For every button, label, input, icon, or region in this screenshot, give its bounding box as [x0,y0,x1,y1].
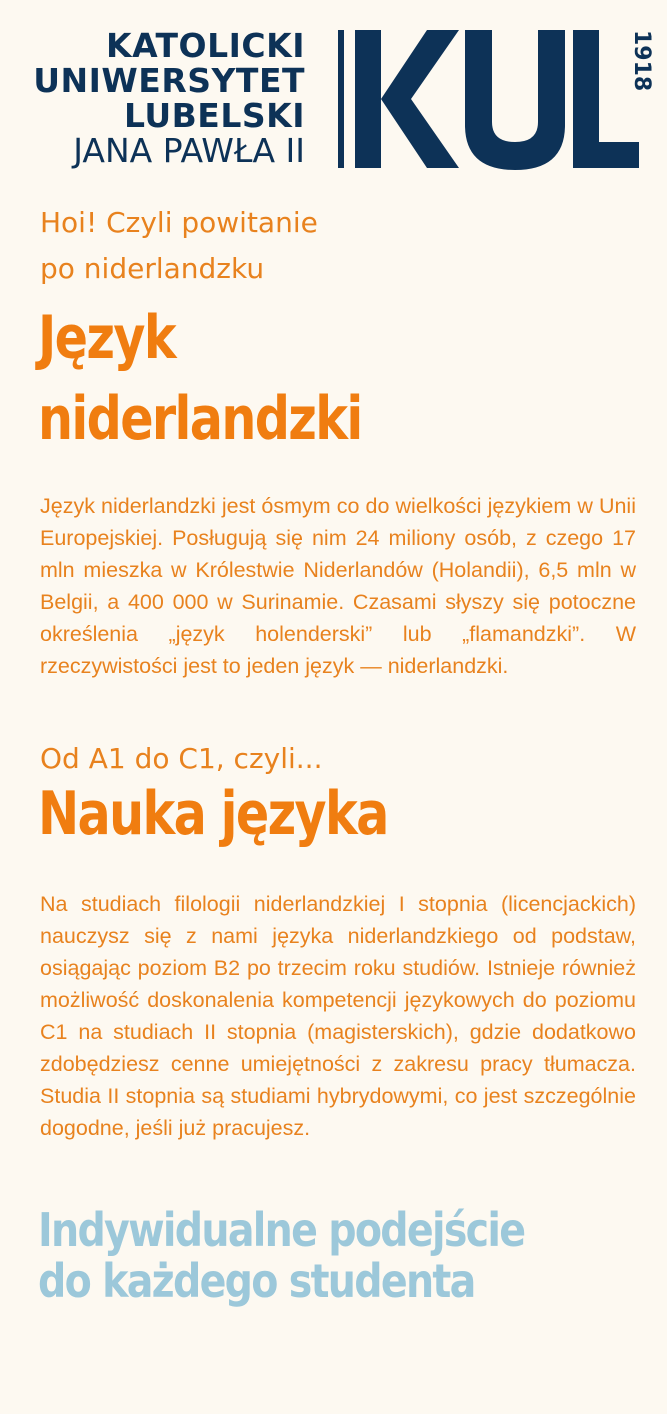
logo-line-jana-pawla: JANA PAWŁA II [73,131,305,170]
logo-line-lubelski: LUBELSKI [124,96,305,135]
kul-mark-graphic [355,30,654,170]
logo-line-katolicki: KATOLICKI [106,26,305,65]
logo-divider [338,30,344,168]
section1-kicker-line2: po niderlandzku [40,252,265,285]
logo-line-uniwersytet: UNIWERSYTET [33,61,305,100]
section1-title-line1: Język [38,303,175,373]
section2-title: Nauka języka [38,779,388,849]
section2-kicker: Od A1 do C1, czyli... [40,742,323,775]
section1-body: Język niderlandzki jest ósmym co do wielkości językiem w Unii Europejskiej. Posługują się nim 24 miliony osób, z czego 17 mln mieszka w Królestwie Niderlandów (Holandii), 6,5 mln w Belgii, a 400 000 w Surinamie. Czasami słyszy się potoczne określenia „język holenderski” lub „flamandzki”. W rzeczywistości jest to jeden język — niderlandzki. [40,494,636,678]
section3-title-line1: Indywidualne podejście [38,1203,525,1257]
university-logo [0,0,667,190]
logo-year: 1918 [629,30,654,92]
logo-wordmark [33,28,305,168]
kul-logo-mark [355,30,654,170]
section1-title-line2: niderlandzki [38,384,362,454]
section1-kicker-line1: Hoi! Czyli powitanie [40,206,318,239]
section2-body: Na studiach filologii niderlandzkiej I stopnia (licencjackich) nauczysz się z nami języka niderlandzkiego od podstaw, osiągając poziom B2 po trzecim roku studiów. Istnieje również możliwość doskonalenia kompetencji językowych do poziomu C1 na studiach II stopnia (magisterskich), gdzie dodatkowo zdobędziesz cenne umiejętności z zakresu pracy tłumacza. Studia II stopnia są studiami hybrydowymi, co jest szczególnie dogodne, jeśli już pracujesz. [40,892,636,1140]
section3-title-line2: do każdego studenta [38,1254,475,1308]
